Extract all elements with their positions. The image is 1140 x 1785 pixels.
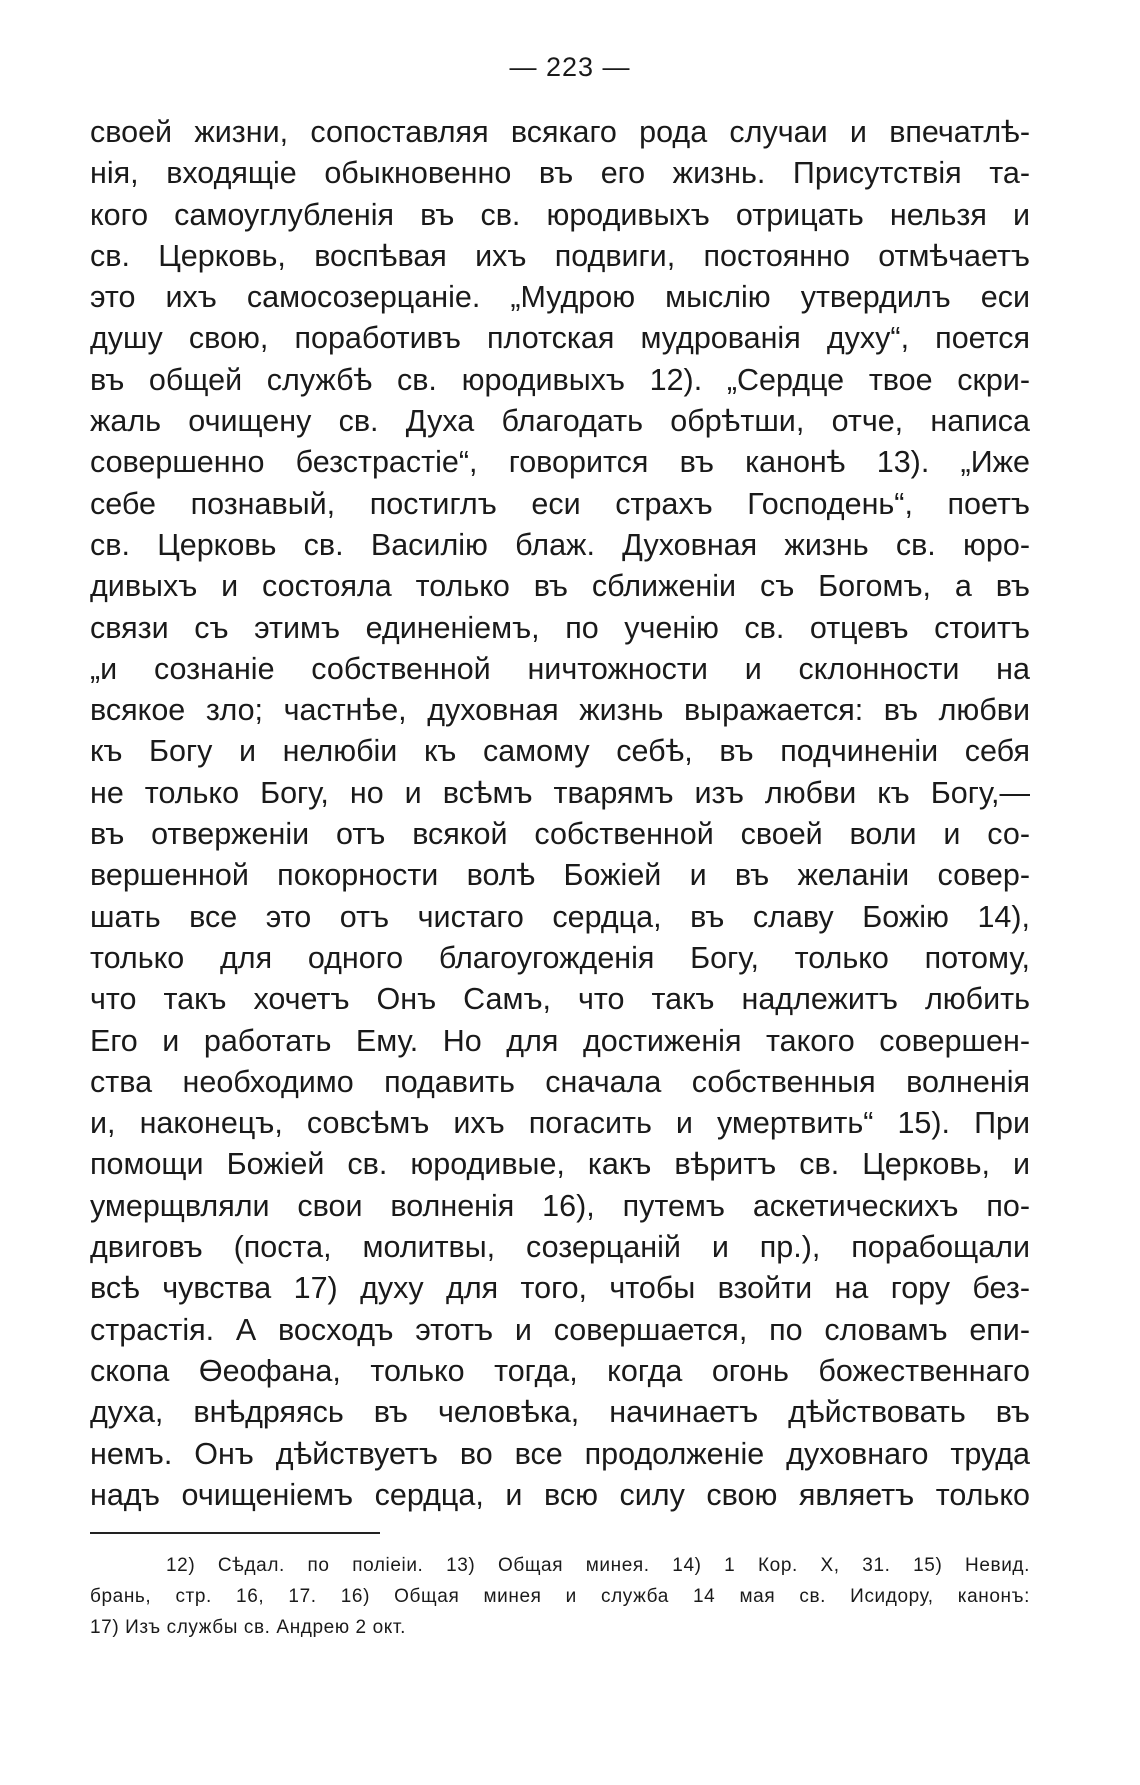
- text-line: скопа Өеофана, только тогда, когда огонь божественнаго: [90, 1353, 1030, 1388]
- text-line: и, наконецъ, совсѣмъ ихъ погасить и умертвить“ 15). При: [90, 1106, 1030, 1141]
- footnote-line: 17) Изъ службы св. Андрею 2 окт.: [90, 1617, 406, 1638]
- footnote-line: 12) Сѣдал. по поліеіи. 13) Общая минея. 14) 1 Кор. X, 31. 15) Невид.: [166, 1555, 1030, 1576]
- text-line: Его и работать Ему. Но для достиженія такого совершен-: [90, 1023, 1030, 1058]
- text-line: себе познавый, постиглъ еси страхъ Господень“, поетъ: [90, 486, 1030, 521]
- footnote-line: брань, стр. 16, 17. 16) Общая минея и служба 14 мая св. Исидору, канонъ:: [90, 1586, 1030, 1607]
- text-line: всѣ чувства 17) духу для того, чтобы взойти на гору без-: [90, 1271, 1030, 1306]
- text-line: къ Богу и нелюбіи къ самому себѣ, въ подчиненіи себя: [90, 734, 1030, 769]
- text-line: „и сознаніе собственной ничтожности и склонности на: [90, 651, 1030, 686]
- text-line: связи съ этимъ единеніемъ, по ученію св. отцевъ стоитъ: [90, 610, 1030, 645]
- text-line: нія, входящіе обыкновенно въ его жизнь. Присутствія та-: [90, 156, 1030, 191]
- text-line: совершенно безстрастіе“, говорится въ канонѣ 13). „Иже: [90, 445, 1030, 480]
- footnote-divider: [90, 1532, 380, 1534]
- text-line: только для одного благоугожденія Богу, только потому,: [90, 940, 1030, 975]
- footnotes: [90, 1550, 1030, 1643]
- text-line: ства необходимо подавить сначала собственныя волненія: [90, 1064, 1030, 1099]
- text-line: что такъ хочетъ Онъ Самъ, что такъ надлежитъ любить: [90, 982, 1030, 1017]
- text-line: умерщвляли свои волненія 16), путемъ аскетическихъ по-: [90, 1188, 1030, 1223]
- text-line: св. Церковь св. Василію блаж. Духовная жизнь св. юро-: [90, 527, 1030, 562]
- text-line: жаль очищену св. Духа благодать обрѣтши, отче, написа: [90, 404, 1030, 439]
- text-line: своей жизни, сопоставляя всякаго рода случаи и впечатлѣ-: [90, 115, 1030, 149]
- text-line: кого самоуглубленія въ св. юродивыхъ отрицать нельзя и: [90, 197, 1030, 232]
- text-line: св. Церковь, воспѣвая ихъ подвиги, постоянно отмѣчаетъ: [90, 238, 1030, 273]
- text-line: шать все это отъ чистаго сердца, въ славу Божію 14),: [90, 899, 1030, 934]
- text-line: духа, внѣдряясь въ человѣка, начинаетъ дѣйствовать въ: [90, 1395, 1030, 1430]
- text-line: немъ. Онъ дѣйствуетъ во все продолженіе духовнаго труда: [90, 1436, 1030, 1471]
- page-number: — 223 —: [509, 52, 631, 82]
- text-line: двиговъ (поста, молитвы, созерцаній и пр.), порабощали: [90, 1230, 1030, 1265]
- text-line: надъ очищеніемъ сердца, и всю силу свою являетъ только: [90, 1477, 1030, 1512]
- text-line: въ общей службѣ св. юродивыхъ 12). „Сердце твое скри-: [90, 362, 1030, 397]
- text-line: не только Богу, но и всѣмъ тварямъ изъ любви къ Богу,—: [90, 775, 1030, 810]
- text-line: всякое зло; частнѣе, духовная жизнь выражается: въ любви: [90, 693, 1030, 728]
- text-line: душу свою, поработивъ плотская мудрованія духу“, поется: [90, 321, 1030, 356]
- text-line: это ихъ самосозерцаніе. „Мудрою мыслію утвердилъ еси: [90, 280, 1030, 315]
- text-line: въ отверженіи отъ всякой собственной своей воли и со-: [90, 817, 1030, 852]
- body-text: [90, 112, 1030, 1516]
- text-line: вершенной покорности волѣ Божіей и въ желаніи совер-: [90, 858, 1030, 893]
- text-line: помощи Божіей св. юродивые, какъ вѣритъ св. Церковь, и: [90, 1147, 1030, 1182]
- text-line: дивыхъ и состояла только въ сближеніи съ Богомъ, а въ: [90, 569, 1030, 604]
- text-line: страстія. А восходъ этотъ и совершается, по словамъ епи-: [90, 1312, 1030, 1347]
